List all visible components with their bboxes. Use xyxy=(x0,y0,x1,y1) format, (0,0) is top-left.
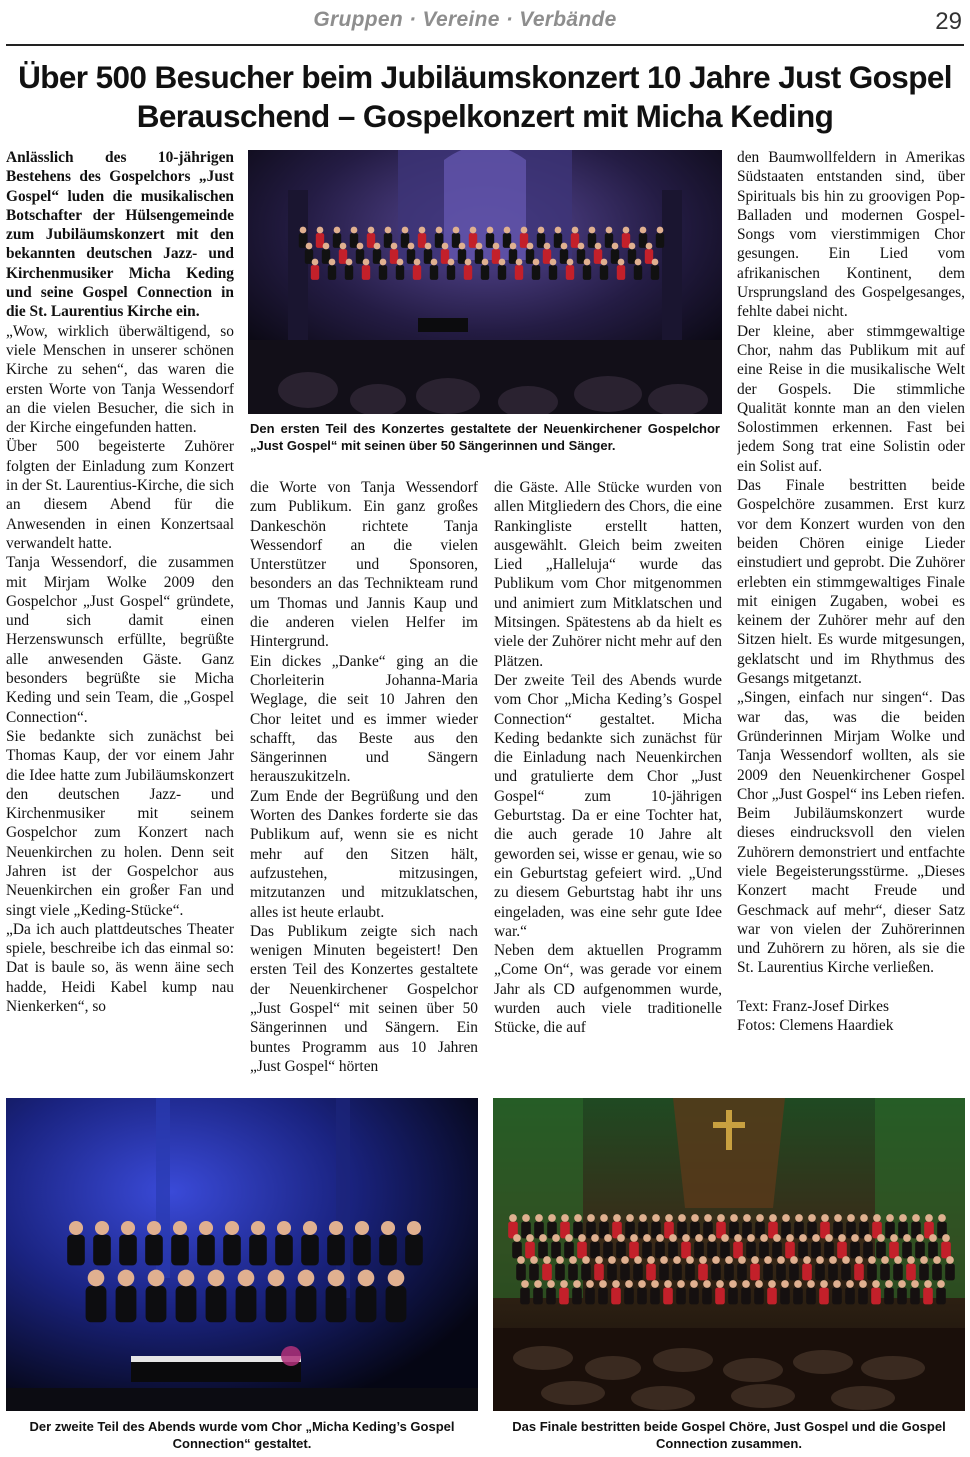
body-paragraph: „Da ich auch plattdeutsches Theater spiele, beschreibe ich das einmal so: Dat is baule so, äs wenn äine sech hadde, Heidi Kabel kump nau Nienkerken“, so xyxy=(6,920,234,1016)
credit-text: Text: Franz-Josef Dirkes xyxy=(737,997,889,1015)
caption-photo-1: Den ersten Teil des Konzertes gestaltete der Neuenkirchener Gospelchor „Just Gospel“ mit seinen über 50 Sängerinnen und Sänger. xyxy=(250,421,720,453)
caption-photo-2: Der zweite Teil des Abends wurde vom Chor „Micha Keding’s Gospel Connection“ gestaltet. xyxy=(29,1419,455,1451)
body-paragraph: Das Finale bestritten beide Gospelchöre zusammen. Erst kurz vor dem Konzert wurden von den beiden Chören einige Lieder einstudiert und geprobt. Die Zuhörer erlebten ein stimmgewaltiges Finale mit einigen Zugaben, wobei es keinem der Zuhörer mehr auf den Sitzen hielt. Es wurde mitgesungen, geklatscht und im Rhythmus des Gesangs mitgetanzt. xyxy=(737,477,965,688)
lead-paragraph: Anlässlich des 10-jährigen Bestehens des Gospelchors „Just Gospel“ luden die musikalischen Botschafter der Hülsengemeinde zum Jubiläumskonzert mit den bekannten deutschen Jazz- und Kirchenmusiker Micha Keding und seine Gospel Connection in die St. Laurentius Kirche ein. xyxy=(6,149,234,321)
article-column-3 xyxy=(494,478,722,1080)
body-paragraph: Der kleine, aber stimmgewaltige Chor, nahm das Publikum mit auf eine Reise in die musikalische Welt der Gospels. Die stimmliche Qualität konnte man an den vielen Solostimmen erkennen. Fast bei jedem Song trat eine Solistin oder ein Solist auf. xyxy=(737,322,965,475)
body-paragraph: Zum Ende der Begrüßung und den Worten des Dankes forderte sie das Publikum auf, wenn sie es nicht mehr auf den Sitzen hält, aufzustehen, mitzusingen, mitzutanzen und mitzuklatschen, alles ist heute erlaubt. xyxy=(250,787,478,921)
subheadline: Berauschend – Gospelkonzert mit Micha Keding xyxy=(136,98,834,134)
body-paragraph: „Wow, wirklich überwältigend, so viele Menschen in unserer schönen Kirche zu sehen“, das waren die ersten Worte von Tanja Wessendorf an die vielen Besucher, die sich in der Kirche eingefunden hatten. xyxy=(6,322,234,437)
body-paragraph: den Baumwollfeldern in Amerikas Südstaaten entstanden sind, über Spirituals bis hin zu groovigen Pop-Balladen und modernen Gospel-Songs vom vierstimmigen Chor gesungen. Ein Lied vom afrikanischen Kontinent, dem Ursprungsland des Gospelgesanges, fehlte dabei nicht. xyxy=(737,149,965,321)
header-rule xyxy=(6,44,964,46)
headline: Über 500 Besucher beim Jubiläumskonzert 10 Jahre Just Gospel xyxy=(18,59,952,95)
caption-photo-3: Das Finale bestritten beide Gospel Chöre, Just Gospel und die Gospel Connection zusammen. xyxy=(512,1419,946,1451)
credit-photos: Fotos: Clemens Haardiek xyxy=(737,1017,894,1035)
body-paragraph: Neben dem aktuellen Programm „Come On“, was gerade vor einem Jahr als CD aufgenommen wurde, wurden auch viele traditionelle Stücke, die auf xyxy=(494,942,722,1037)
body-paragraph: „Singen, einfach nur singen“. Das war das, was die beiden Gründerinnen Mirjam Wolke und Tanja Wessendorf wollten, als sie 2009 den Neuenkirchener Gospel Chor „Just Gospel“ ins Leben riefen. Beim Jubiläumskonzert wurde dieses eindrucksvoll den vielen Zuhörern demonstriert und entfachte viele Begeisterungsstürme. „Dieses Konzert macht Freude und Geschmack auf mehr“, dieser Satz war von vielen der Zuhörerinnen und Zuhörern zu hören, als sie die St. Laurentius Kirche verließen. xyxy=(737,689,965,977)
article-column-2 xyxy=(250,478,478,1080)
body-paragraph: Über 500 begeisterte Zuhörer folgten der Einladung zum Konzert in der St. Laurentius-Kirche, die sich an diesem Abend für die Anwesenden in einen Konzertsaal verwandelt hatte. xyxy=(6,438,234,552)
body-paragraph: Ein dickes „Danke“ ging an die Chorleiterin Johanna-Maria Weglage, die seit 10 Jahren den Chor leitet und es immer wieder schafft, das Beste aus den Sängerinnen und Sängern herauszukitzeln. xyxy=(250,652,478,786)
body-paragraph: Der zweite Teil des Abends wurde vom Chor „Micha Keding’s Gospel Connection“ gestaltet. Micha Keding bedankte sich zunächst für die Einladung nach Neuenkirchen und gratulierte dem Chor „Just Gospel“ zum 10-jährigen Geburtstag. Da er eine Tochter hat, die auch gerade 10 Jahre alt geworden sei, wisse er genau, wie so ein Geburtstag gefeiert wird. „Und zu diesem Geburtstag habt ihr uns eingeladen, was eine sehr gute Idee war.“ xyxy=(494,671,722,940)
article-column-4 xyxy=(737,148,965,1080)
body-paragraph: Das Publikum zeigte sich nach wenigen Minuten begeistert! Den ersten Teil des Konzertes gestaltete der Neuenkirchener Gospelchor „Just Gospel“ mit seinen über 50 Sängerinnen und Sängern. Ein buntes Programm aus 10 Jahren „Just Gospel“ hörten xyxy=(250,922,478,1075)
article-column-1 xyxy=(6,148,234,1080)
body-paragraph: Sie bedankte sich zunächst bei Thomas Kaup, der vor einem Jahr die Idee hatte zum Jubiläumskonzert den deutschen Jazz- und Kirchenmusiker mit seinem Gospelchor zum Konzert nach Neuenkirchen zu holen. Denn seit Jahren ist der Gospelchor aus Neuenkirchen ein großer Fan und singt viele „Keding-Stücke“. xyxy=(6,727,234,919)
body-paragraph: Tanja Wessendorf, die zusammen mit Mirjam Wolke 2009 den Gospelchor „Just Gospel“ gründete, und sich damit einen Herzenswunsch erfüllte, begrüßte alle anwesenden Gäste. Ganz besonders begrüßte sie Micha Keding und sein Team, die „Gospel Connection“. xyxy=(6,554,234,726)
photo-just-gospel-choir xyxy=(248,150,722,414)
body-paragraph: die Gäste. Alle Stücke wurden von allen Mitgliedern des Chors, die eine Rankingliste erstellt hatten, ausgewählt. Gleich beim zweiten Lied „Halleluja“ wurde das Publikum vom Chor mitgenommen und animiert zum Mitklatschen und Mitsingen. Spätestens ab da hielt es viele der Zuhörer nicht mehr auf den Plätzen. xyxy=(494,479,722,670)
photo-gospel-connection xyxy=(6,1098,478,1411)
photo-finale xyxy=(493,1098,965,1411)
body-paragraph: die Worte von Tanja Wessendorf zum Publikum. Ein ganz großes Dankeschön richtete Tanja Wessendorf an die vielen Unterstützer und Sponsoren, besonders an das Technikteam rund um Thomas und Jannis Kaup und die anderen vielen Helfer im Hintergrund. xyxy=(250,479,478,651)
page-number: 29 xyxy=(935,8,962,35)
section-label: Gruppen · Vereine · Verbände xyxy=(313,8,617,31)
